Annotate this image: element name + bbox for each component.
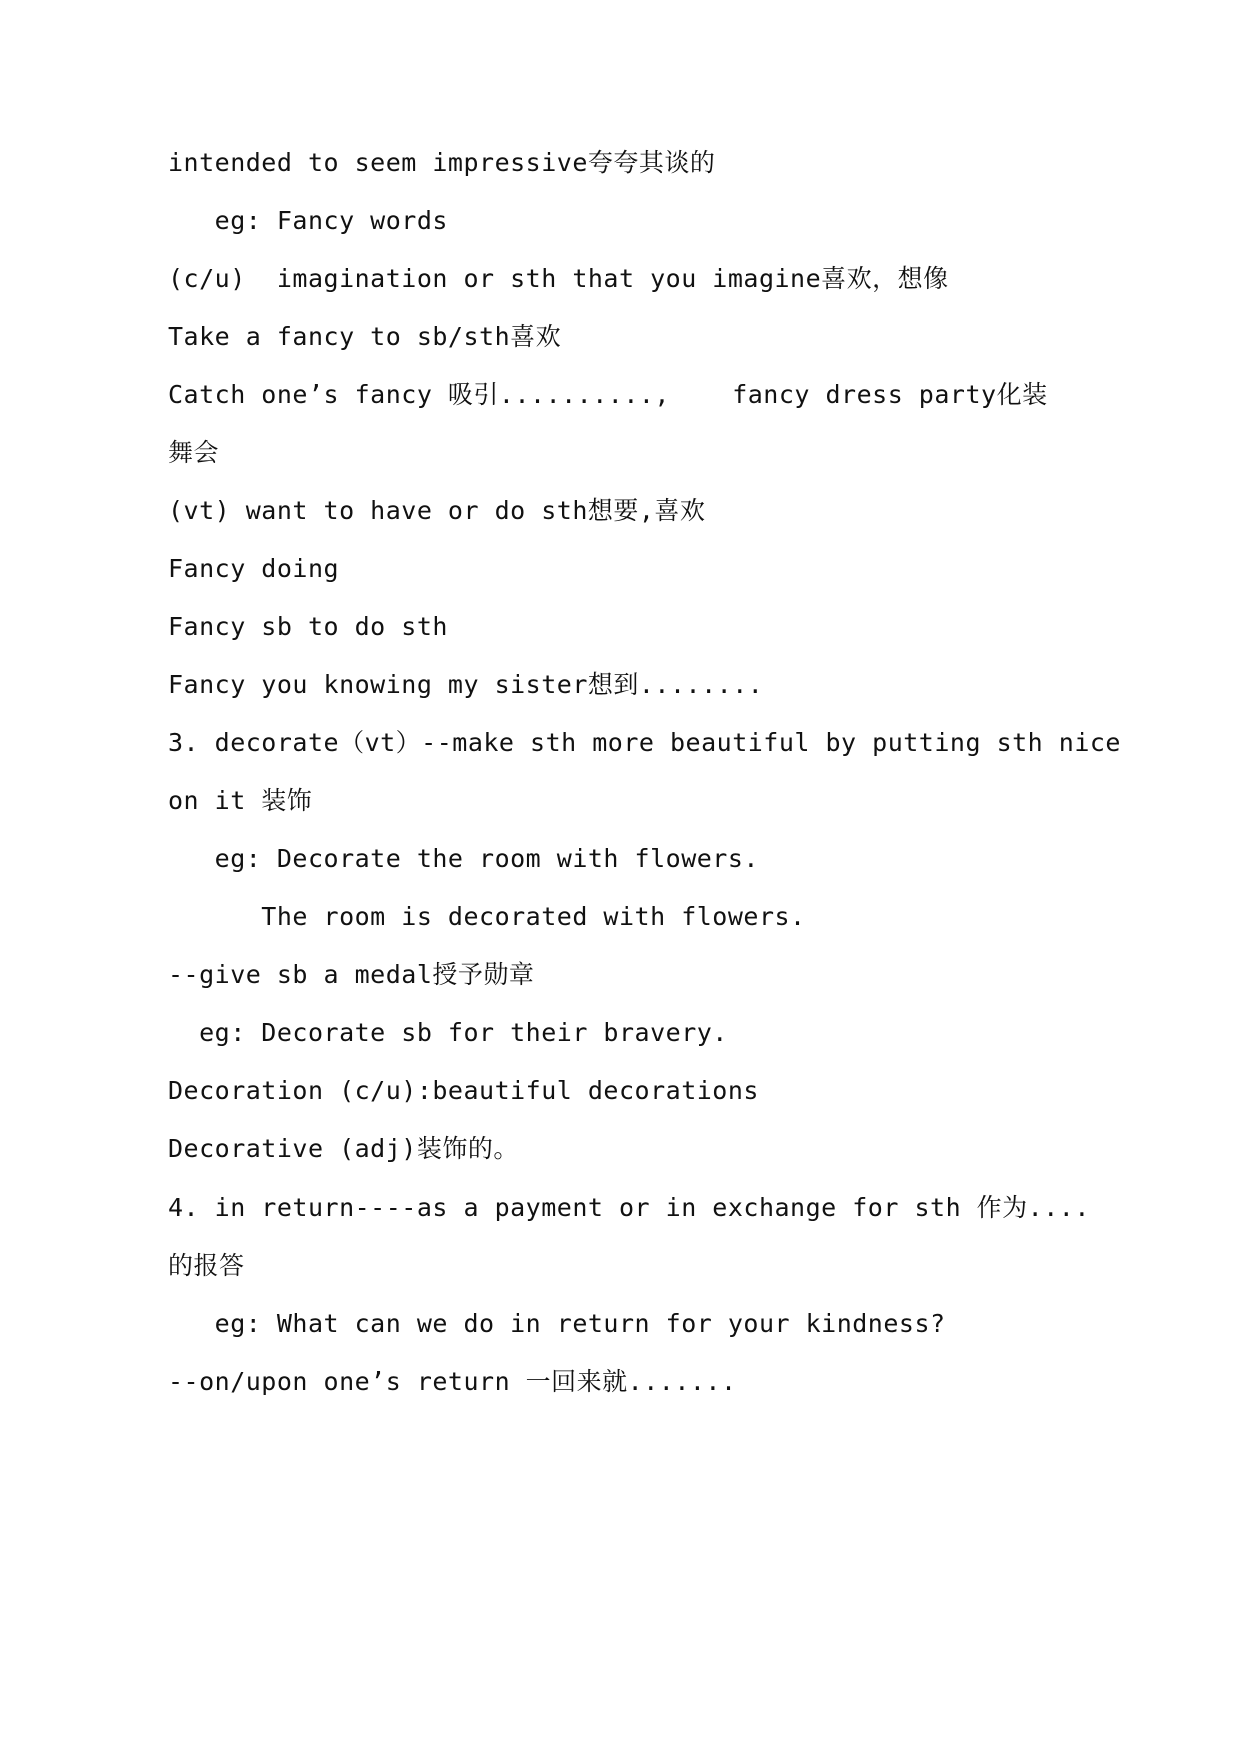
- text-line: 的报答: [168, 1251, 245, 1280]
- text-line: (vt) want to have or do sth想要,喜欢: [168, 496, 706, 525]
- example-line: The room is decorated with flowers.: [168, 902, 806, 931]
- section-heading: 3. decorate（vt）--make sth more beautiful by putting sth nice: [168, 728, 1121, 757]
- example-line: eg: Decorate the room with flowers.: [168, 844, 759, 873]
- example-line: eg: Decorate sb for their bravery.: [168, 1018, 728, 1047]
- text-line: Decoration (c/u):beautiful decorations: [168, 1076, 759, 1105]
- text-line: (c/u) imagination or sth that you imagine喜欢，想像: [168, 264, 949, 293]
- text-line: on it 装饰: [168, 786, 313, 815]
- section-heading: 4. in return----as a payment or in exchange for sth 作为....: [168, 1193, 1090, 1222]
- example-line: eg: Fancy words: [168, 206, 448, 235]
- text-line: Fancy doing: [168, 554, 340, 583]
- text-line: --give sb a medal授予勋章: [168, 960, 535, 989]
- text-line: Fancy sb to do sth: [168, 612, 448, 641]
- text-line: Take a fancy to sb/sth喜欢: [168, 322, 562, 351]
- text-line: Decorative (adj)装饰的。: [168, 1134, 519, 1163]
- text-line: Catch one’s fancy 吸引.........., fancy dress party化装: [168, 380, 1048, 409]
- example-line: eg: What can we do in return for your kindness?: [168, 1309, 946, 1338]
- text-line: --on/upon one’s return 一回来就.......: [168, 1367, 737, 1396]
- text-line: Fancy you knowing my sister想到........: [168, 670, 764, 699]
- text-line: intended to seem impressive夸夸其谈的: [168, 148, 716, 177]
- text-line: 舞会: [168, 438, 220, 467]
